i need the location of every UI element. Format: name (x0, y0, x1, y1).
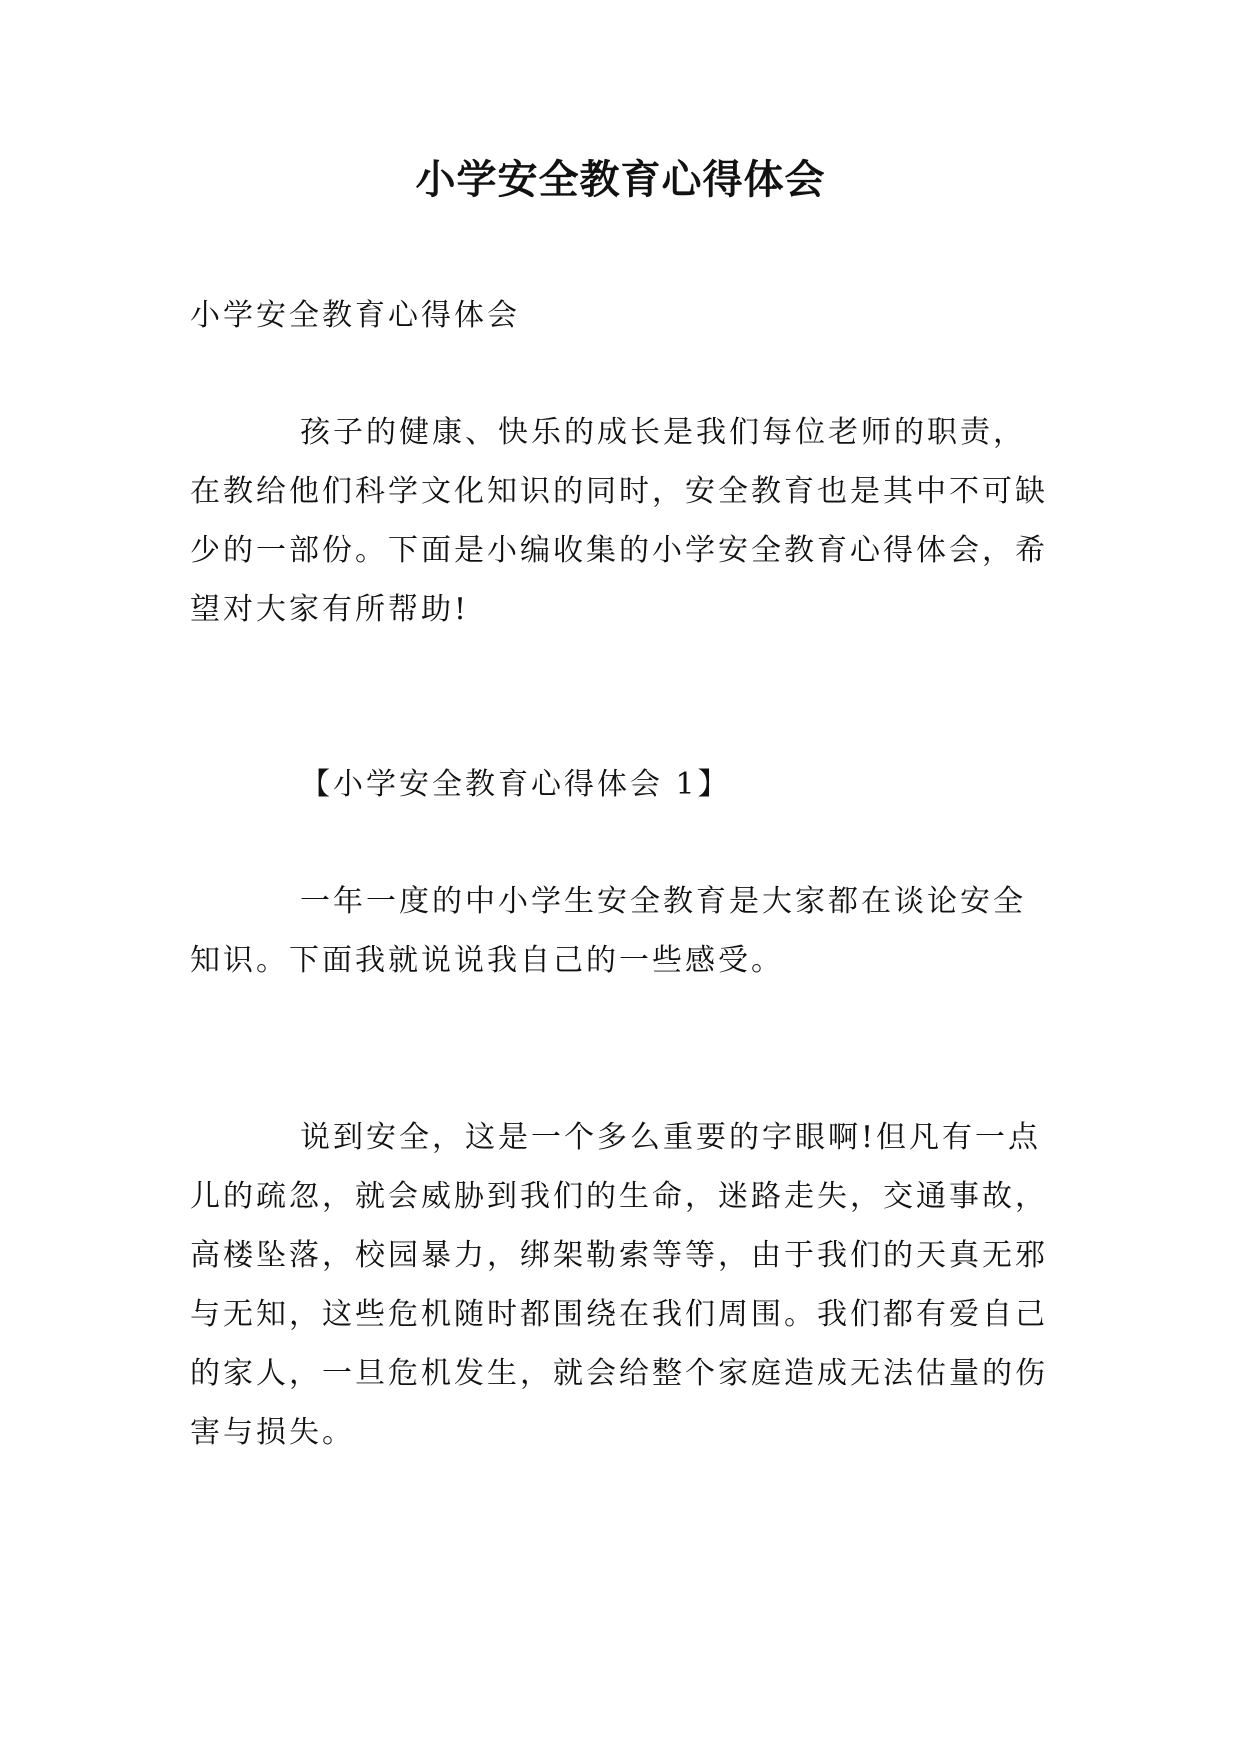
body-paragraph-2: 说到安全，这是一个多么重要的字眼啊!但凡有一点儿的疏忽，就会威胁到我们的生命，迷路走失，交通事故，高楼坠落，校园暴力，绑架勒索等等，由于我们的天真无邪与无知，这些危机随时都围绕在我们周围。我们都有爱自己的家人，一旦危机发生，就会给整个家庭造成无法估量的伤害与损失。 (190, 1120, 1048, 1450)
document-subtitle: 小学安全教育心得体会 (190, 298, 520, 333)
document-title: 小学安全教育心得体会 (415, 156, 826, 203)
body-paragraph-1: 一年一度的中小学生安全教育是大家都在谈论安全知识。下面我就说说我自己的一些感受。 (190, 884, 1026, 978)
section-heading: 【小学安全教育心得体会 1】 (300, 767, 731, 802)
intro-paragraph: 孩子的健康、快乐的成长是我们每位老师的职责，在教给他们科学文化知识的同时，安全教育也是其中不可缺少的一部份。下面是小编收集的小学安全教育心得体会，希望对大家有所帮助! (190, 415, 1048, 627)
